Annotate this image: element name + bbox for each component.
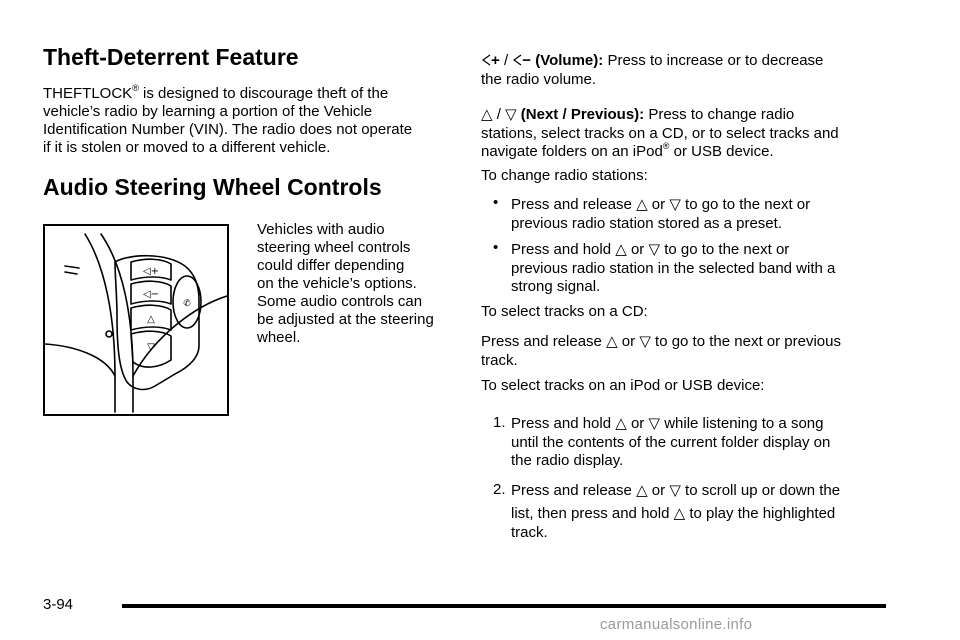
up-triangle-icon: △ bbox=[615, 241, 627, 258]
ipod-step1-line3: the radio display. bbox=[511, 452, 624, 469]
down-triangle-icon: ▽ bbox=[648, 241, 661, 258]
caption-line: on the vehicle’s options. bbox=[257, 275, 417, 292]
caption-line: could differ depending bbox=[257, 257, 405, 274]
stations-intro: To change radio stations: bbox=[481, 167, 648, 184]
voice-label: ✆ bbox=[183, 299, 191, 309]
up-triangle-icon: △ bbox=[673, 505, 686, 522]
audio-controls-heading: Audio Steering Wheel Controls bbox=[43, 174, 382, 200]
down-triangle-icon: ▽ bbox=[639, 333, 651, 350]
next-label: △ bbox=[147, 314, 155, 325]
footer-rule bbox=[122, 604, 886, 608]
speaker-icon bbox=[512, 54, 522, 66]
theftlock-brand: THEFTLOCK bbox=[43, 85, 133, 102]
caption-line: wheel. bbox=[257, 329, 301, 346]
ipod-intro: To select tracks on an iPod or USB device: bbox=[481, 377, 765, 394]
station-bullet1-line2: previous radio station stored as a preset. bbox=[511, 215, 782, 232]
ipod-step1-line1: Press and hold △ or ▽ while listening to a song bbox=[511, 415, 824, 432]
vol-up-label: ◁+ bbox=[142, 266, 160, 277]
station-bullet2-line2: previous radio station in the selected band with a bbox=[511, 260, 836, 277]
down-triangle-icon: ▽ bbox=[669, 196, 681, 213]
volume-label: (Volume): bbox=[535, 52, 604, 69]
theft-paragraph-line4: if it is stolen or moved to a different vehicle. bbox=[43, 139, 331, 156]
caption-line: steering wheel controls bbox=[257, 239, 411, 256]
cd-intro: To select tracks on a CD: bbox=[481, 303, 648, 320]
station-bullet1-line1: Press and release △ or ▽ to go to the next or bbox=[511, 196, 811, 213]
ipod-step2-line3: track. bbox=[511, 524, 548, 541]
station-bullet2-line1: Press and hold △ or ▽ to go to the next or bbox=[511, 241, 790, 258]
down-triangle-icon: ▽ bbox=[669, 482, 681, 499]
steering-wheel-controls-illustration bbox=[43, 224, 229, 416]
up-triangle-icon: △ bbox=[636, 196, 648, 213]
up-triangle-icon: △ bbox=[615, 415, 627, 432]
vol-down-label: ◁− bbox=[142, 289, 160, 300]
watermark-text: carmanualsonline.info bbox=[600, 616, 753, 633]
volume-line1: + / − (Volume): Press to increase or to decrease bbox=[481, 51, 823, 70]
next-prev-line2: stations, select tracks on a CD, or to select tracks and bbox=[481, 125, 839, 142]
page-number: 3-94 bbox=[43, 596, 74, 613]
station-bullet2-line3: strong signal. bbox=[511, 278, 601, 295]
theft-paragraph-line2: vehicle’s radio by learning a portion of the Vehicle bbox=[43, 103, 373, 120]
theft-paragraph-line1 bbox=[43, 84, 388, 103]
up-triangle-icon: △ bbox=[481, 106, 493, 123]
next-prev-line3: navigate folders on an iPod® or USB device. bbox=[481, 141, 774, 160]
next-prev-line1: △ / ▽ (Next / Previous): Press to change radio bbox=[481, 106, 795, 123]
registered-mark: ® bbox=[662, 141, 670, 151]
caption-line: be adjusted at the steering bbox=[257, 311, 434, 328]
registered-mark: ® bbox=[132, 83, 139, 93]
next-prev-label: Previous): bbox=[570, 106, 645, 123]
theft-line1-rest: is designed to discourage theft of the bbox=[143, 85, 389, 102]
bullet-marker: • bbox=[493, 239, 499, 256]
theft-deterrent-heading: Theft-Deterrent Feature bbox=[43, 44, 299, 70]
caption-line: Vehicles with audio bbox=[257, 221, 385, 238]
cd-line1: Press and release △ or ▽ to go to the next or previous bbox=[481, 333, 841, 350]
step-number: 1. bbox=[493, 414, 506, 431]
ipod-step2-line1: Press and release △ or ▽ to scroll up or down the bbox=[511, 482, 841, 499]
speaker-icon bbox=[481, 54, 491, 66]
prev-label: ▽ bbox=[147, 342, 155, 353]
step-number: 2. bbox=[493, 481, 506, 498]
down-triangle-icon: ▽ bbox=[648, 415, 661, 432]
down-triangle-icon: ▽ bbox=[505, 106, 517, 123]
up-triangle-icon: △ bbox=[606, 333, 618, 350]
ipod-step1-line2: until the contents of the current folder display on bbox=[511, 434, 831, 451]
ipod-step2-line2: list, then press and hold △ to play the highlighted bbox=[511, 505, 836, 522]
volume-line2: the radio volume. bbox=[481, 71, 597, 88]
cd-line2: track. bbox=[481, 352, 518, 369]
steering-wheel-drawing bbox=[45, 226, 227, 414]
theft-paragraph-line3: Identification Number (VIN). The radio does not operate bbox=[43, 121, 413, 138]
bullet-marker: • bbox=[493, 194, 499, 211]
up-triangle-icon: △ bbox=[636, 482, 648, 499]
caption-line: Some audio controls can bbox=[257, 293, 423, 310]
